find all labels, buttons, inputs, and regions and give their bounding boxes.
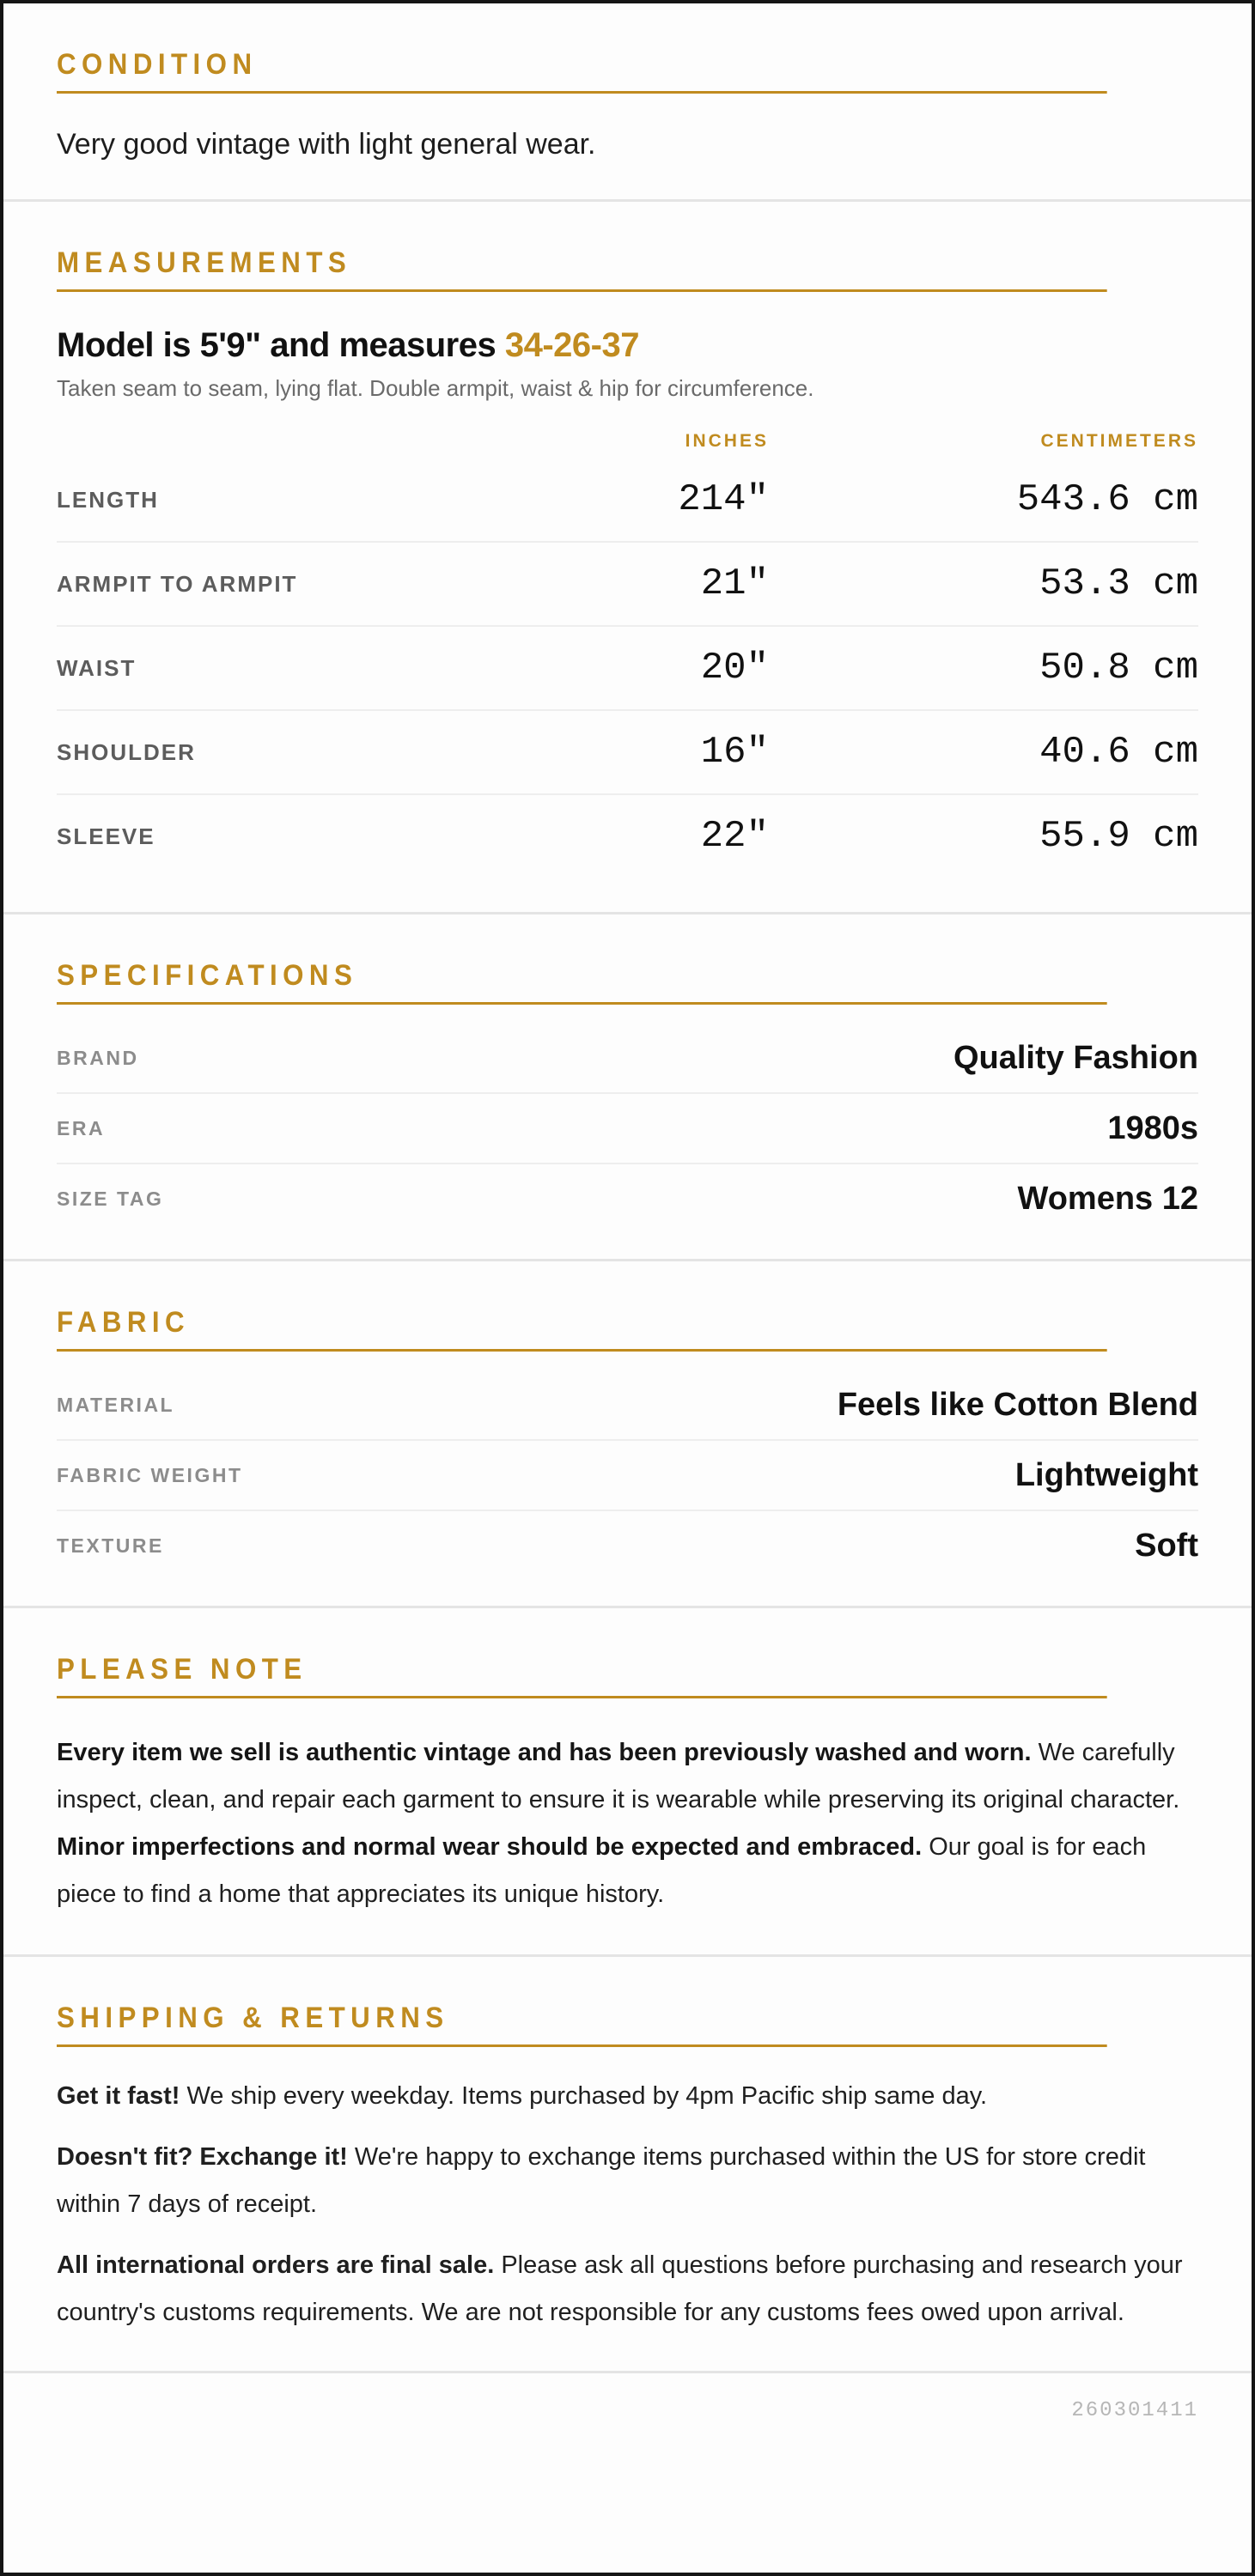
inches-column-header: INCHES xyxy=(685,431,769,451)
list-item xyxy=(57,1094,1198,1164)
measurement-label: ARMPIT TO ARMPIT xyxy=(57,570,298,597)
fabric-label: TEXTURE xyxy=(57,1534,164,1557)
note-emphasis: Every item we sell is authentic vintage and has been previously washed and worn. xyxy=(57,1739,1032,1766)
measurements-heading: MEASUREMENTS xyxy=(57,248,1107,292)
measurement-method: Taken seam to seam, lying flat. Double armpit, waist & hip for circumference. xyxy=(57,375,814,401)
item-code-footer xyxy=(3,2373,1252,2447)
measurement-inches: 20" xyxy=(700,647,769,690)
shipping-returns-section xyxy=(3,1957,1252,2373)
fabric-value: Lightweight xyxy=(1014,1456,1198,1493)
fabric-value: Feels like Cotton Blend xyxy=(837,1386,1198,1423)
measurements-table-header xyxy=(57,424,1198,459)
please-note-heading: PLEASE NOTE xyxy=(57,1655,1107,1698)
fabric-label: FABRIC WEIGHT xyxy=(57,1463,243,1486)
shipping-speed-paragraph: Get it fast! We ship every weekday. Items purchased by 4pm Pacific ship same day. xyxy=(57,2082,988,2110)
measurement-label: WAIST xyxy=(57,654,137,681)
model-figure: 34-26-37 xyxy=(504,326,639,364)
spec-label: SIZE TAG xyxy=(57,1187,164,1210)
table-row xyxy=(57,711,1198,795)
condition-text: Very good vintage with light general wear. xyxy=(57,128,596,161)
measurement-label: SLEEVE xyxy=(57,823,155,849)
item-code: 260301411 xyxy=(1071,2398,1198,2422)
spec-label: ERA xyxy=(57,1116,106,1139)
measurement-cm: 50.8 cm xyxy=(1039,647,1198,690)
model-prefix: Model is 5'9" and measures xyxy=(57,326,505,364)
shipping-returns-heading: SHIPPING & RETURNS xyxy=(57,2003,1107,2047)
international-paragraph: All international orders are final sale. Please ask all questions before purchasing and research your country's customs requirements. We are not responsible for any customs fees owed upon arrival. xyxy=(57,2251,1183,2326)
measurements-table xyxy=(57,424,1198,878)
measurement-label: LENGTH xyxy=(57,486,159,513)
table-row xyxy=(57,627,1198,711)
please-note-section xyxy=(3,1608,1252,1957)
table-row xyxy=(57,543,1198,627)
list-item xyxy=(57,1164,1198,1233)
table-row xyxy=(57,459,1198,543)
measurement-inches: 16" xyxy=(700,731,769,774)
list-item xyxy=(57,1024,1198,1094)
measurement-inches: 21" xyxy=(700,562,769,605)
centimeters-column-header: CENTIMETERS xyxy=(1040,431,1198,451)
list-item xyxy=(57,1511,1198,1580)
exchange-paragraph: Doesn't fit? Exchange it! We're happy to exchange items purchased within the US for store credit within 7 days of receipt. xyxy=(57,2143,1146,2218)
specifications-list xyxy=(57,1024,1198,1233)
list-item xyxy=(57,1370,1198,1441)
condition-section xyxy=(3,3,1252,202)
measurement-cm: 53.3 cm xyxy=(1039,562,1198,605)
spec-value: 1980s xyxy=(1107,1109,1198,1146)
please-note-text: Every item we sell is authentic vintage and has been previously washed and worn. We carefully inspect, clean, and repair each garment to ensure it is wearable while preserving its original character. Minor imperfections and normal wear should be expected and embraced. Our goal is for each piece to find a home that appreciates its unique history. xyxy=(57,1739,1180,1908)
measurement-cm: 40.6 cm xyxy=(1039,731,1198,774)
fabric-value: Soft xyxy=(1135,1527,1198,1564)
condition-heading: CONDITION xyxy=(57,50,1107,94)
table-row xyxy=(57,795,1198,878)
measurement-label: SHOULDER xyxy=(57,738,196,765)
model-measurements xyxy=(57,326,1198,365)
spec-value: Womens 12 xyxy=(1017,1180,1198,1217)
measurement-cm: 55.9 cm xyxy=(1039,815,1198,858)
specifications-section xyxy=(3,914,1252,1261)
measurement-inches: 22" xyxy=(700,815,769,858)
spec-label: BRAND xyxy=(57,1046,139,1069)
note-emphasis: Minor imperfections and normal wear should be expected and embraced. xyxy=(57,1833,923,1861)
measurement-cm: 543.6 cm xyxy=(1016,478,1198,521)
list-item xyxy=(57,1441,1198,1511)
fabric-label: MATERIAL xyxy=(57,1393,175,1416)
measurement-inches: 214" xyxy=(678,478,769,521)
fabric-section xyxy=(3,1261,1252,1608)
fabric-heading: FABRIC xyxy=(57,1308,1107,1352)
spec-value: Quality Fashion xyxy=(953,1039,1198,1076)
fabric-list xyxy=(57,1370,1198,1580)
measurements-section xyxy=(3,202,1252,914)
specifications-heading: SPECIFICATIONS xyxy=(57,961,1107,1005)
